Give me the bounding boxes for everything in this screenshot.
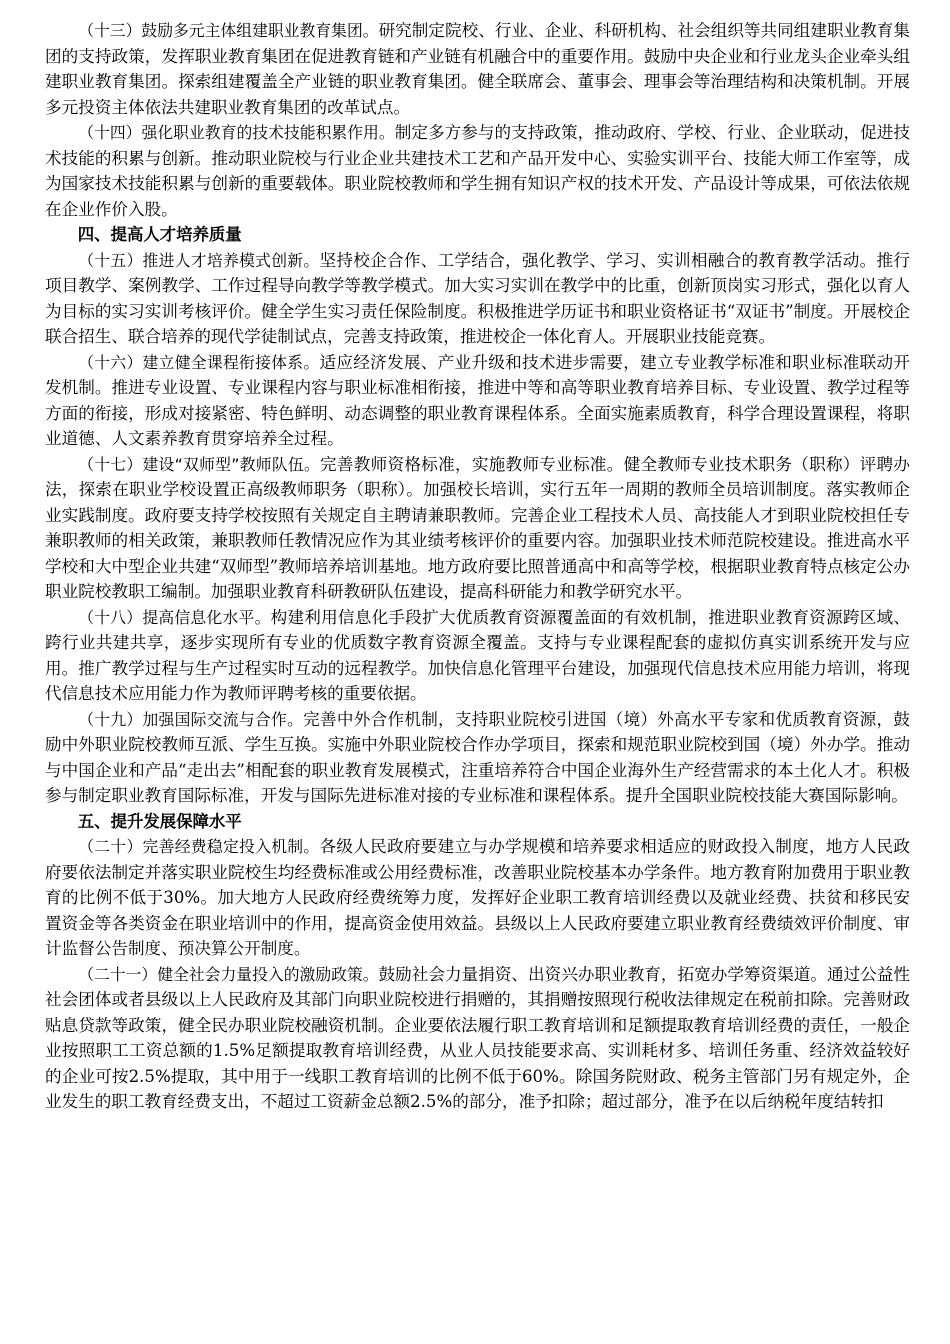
paragraph-18 <box>45 605 910 707</box>
paragraph-lead: （十七）建设“双师型”教师队伍。 <box>78 454 321 474</box>
paragraph-lead: （十四）强化职业教育的技术技能积累作用。 <box>78 123 395 142</box>
paragraph-lead: （十三）鼓励多元主体组建职业教育集团。 <box>78 21 379 40</box>
paragraph-body: 研究制定院校、行业、企业、科研机构、社会组织等共同组建职业教育集团的支持政策，发挥职业教育集团在促进教育链和产业链有机融合中的重要作用。鼓励中央企业和行业龙头企业牵头组建职业教育集团。探索组建覆盖全产业链的职业教育集团。健全联席会、董事会、理事会等治理结构和决策机制。开展多元投资主体依法共建职业教育集团的改革试点。 <box>45 21 910 117</box>
paragraph-17 <box>45 452 910 605</box>
paragraph-body: 鼓励社会力量捐资、出资兴办职业教育，拓宽办学筹资渠道。通过公益性社会团体或者县级以上人民政府及其部门向职业院校进行捐赠的，其捐赠按照现行税收法律规定在税前扣除。完善财政贴息贷款等政策，健全民办职业院校融资机制。企业要依法履行职工教育培训和足额提取教育培训经费的责任，一般企业按照职工工资总额的1.5%足额提取教育培训经费，从业人员技能要求高、实训耗材多、培训任务重、经济效益较好的企业可按2.5%提取，其中用于一线职工教育培训的比例不低于60%。除国务院财政、税务主管部门另有规定外，企业发生的职工教育经费支出，不超过工资薪金总额2.5%的部分，准予扣除；超过部分，准予在以后纳税年度结转扣 <box>45 964 910 1111</box>
paragraph-15 <box>45 248 910 350</box>
paragraph-lead: （十五）推进人才培养模式创新。 <box>78 250 320 270</box>
section-heading-4: 四、提高人才培养质量 <box>77 225 242 244</box>
paragraph-lead: （二十）完善经费稳定投入机制。 <box>78 837 320 856</box>
paragraph-21 <box>45 962 910 1115</box>
paragraph-body: 坚持校企合作、工学结合，强化教学、学习、实训相融合的教育教学活动。推行项目教学、案例教学、工作过程导向教学等教学模式。加大实习实训在教学中的比重，创新顶岗实习形式，强化以育人为目标的实习实训考核评价。健全学生实习责任保险制度。积极推进学历证书和职业资格证书“双证书”制度。开展校企联合招生、联合培养的现代学徒制试点，完善支持政策，推进校企一体化育人。开展职业技能竞赛。 <box>45 250 910 346</box>
paragraph-body: 完善中外合作机制，支持职业院校引进国（境）外高水平专家和优质教育资源，鼓励中外职业院校教师互派、学生互换。实施中外职业院校合作办学项目，探索和规范职业院校到国（境）外办学。推动与中国企业和产品“走出去”相配套的职业教育发展模式，注重培养符合中国企业海外生产经营需求的本土化人才。积极参与制定职业教育国际标准，开发与国际先进标准对接的专业标准和课程体系。提升全国职业院校技能大赛国际影响。 <box>45 709 910 805</box>
paragraph-19 <box>45 707 910 809</box>
paragraph-lead: （十九）加强国际交流与合作。 <box>78 709 304 729</box>
paragraph-lead: （十六）建立健全课程衔接体系。 <box>78 352 320 372</box>
paragraph-body: 制定多方参与的支持政策，推动政府、学校、行业、企业联动，促进技术技能的积累与创新。推动职业院校与行业企业共建技术工艺和产品开发中心、实验实训平台、技能大师工作室等，成为国家技术技能积累与创新的重要载体。职业院校教师和学生拥有知识产权的技术开发、产品设计等成果，可依法依规在企业作价入股。 <box>45 123 910 219</box>
paragraph-20 <box>45 834 910 962</box>
paragraph-body: 完善教师资格标准，实施教师专业标准。健全教师专业技术职务（职称）评聘办法，探索在职业学校设置正高级教师职务（职称）。加强校长培训，实行五年一周期的教师全员培训制度。落实教师企业实践制度。政府要支持学校按照有关规定自主聘请兼职教师。完善企业工程技术人员、高技能人才到职业院校担任专兼职教师的相关政策，兼职教师任教情况应作为其业绩考核评价的重要内容。加强职业技术师范院校建设。推进高水平学校和大中型企业共建“双师型”教师培养培训基地。地方政府要比照普通高中和高等学校，根据职业教育特点核定公办职业院校教职工编制。加强职业教育科研教研队伍建设，提高科研能力和教学研究水平。 <box>45 454 911 601</box>
paragraph-16 <box>45 350 910 452</box>
paragraph-13 <box>45 18 910 120</box>
section-heading-5: 五、提升发展保障水平 <box>77 811 242 831</box>
paragraph-body: 各级人民政府要建立与办学规模和培养要求相适应的财政投入制度，地方人民政府要依法制定并落实职业院校生均经费标准或公用经费标准，改善职业院校基本办学条件。地方教育附加费用于职业教育的比例不低于30%。加大地方人民政府经费统筹力度，发挥好企业职工教育培训经费以及就业经费、扶贫和移民安置资金等各类资金在职业培训中的作用，提高资金使用效益。县级以上人民政府要建立职业教育经费绩效评价制度、审计监督公告制度、预决算公开制度。 <box>45 837 910 958</box>
paragraph-14 <box>45 120 910 222</box>
paragraph-body: 构建利用信息化手段扩大优质教育资源覆盖面的有效机制，推进职业教育资源跨区域、跨行业共建共享，逐步实现所有专业的优质数字教育资源全覆盖。支持与专业课程配套的虚拟仿真实训系统开发与应用。推广教学过程与生产过程实时互动的远程教学。加快信息化管理平台建设，加强现代信息技术应用能力培训，将现代信息技术应用能力作为教师评聘考核的重要依据。 <box>45 607 910 703</box>
paragraph-lead: （十八）提高信息化水平。 <box>78 607 271 627</box>
paragraph-lead: （二十一）健全社会力量投入的激励政策。 <box>78 964 379 984</box>
paragraph-body: 适应经济发展、产业升级和技术进步需要，建立专业教学标准和职业标准联动开发机制。推进专业设置、专业课程内容与职业标准相衔接，推进中等和高等职业教育培养目标、专业设置、教学过程等方面的衔接，形成对接紧密、特色鲜明、动态调整的职业教育课程体系。全面实施素质教育，科学合理设置课程，将职业道德、人文素养教育贯穿培养全过程。 <box>45 352 910 448</box>
